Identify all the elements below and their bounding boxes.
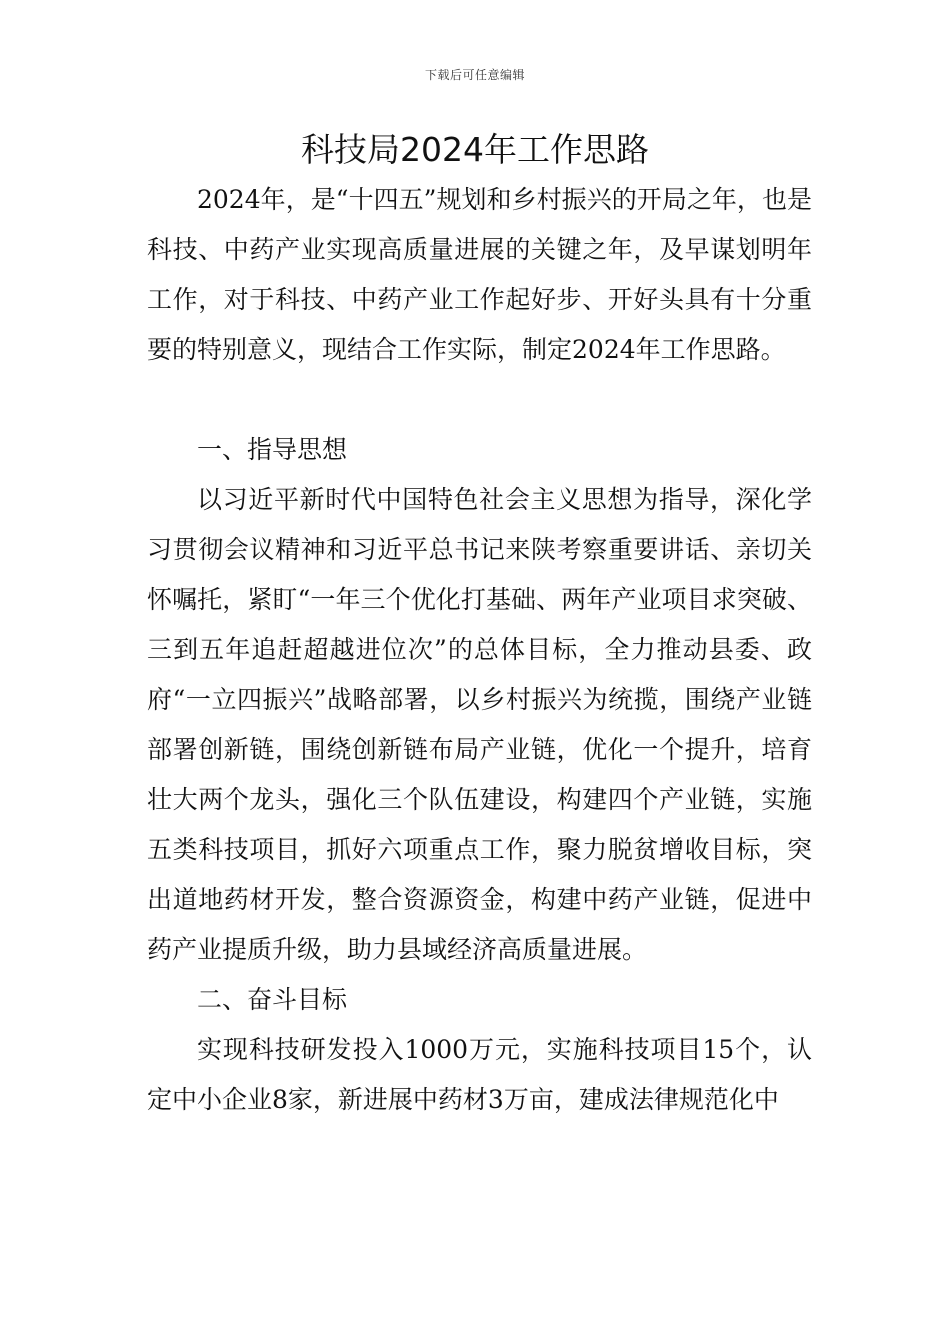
section-heading-guiding-ideology: 一、指导思想 — [197, 435, 348, 464]
intro-paragraph: 2024年，是“十四五”规划和乡村振兴的开局之年，也是科技、中药产业实现高质量进展的关键之年，及早谋划明年工作，对于科技、中药产业工作起好步、开好头具有十分重要的特别意义，现结合工作实际，制定2024年工作思路。 — [147, 185, 812, 364]
header-note: 下载后可任意编辑 — [424, 68, 525, 82]
paragraph-gap — [147, 375, 812, 425]
goals-paragraph: 实现科技研发投入1000万元，实施科技项目15个，认定中小企业8家，新进展中药材3万亩，建成法律规范化中 — [147, 1035, 812, 1114]
guiding-ideology-paragraph: 以习近平新时代中国特色社会主义思想为指导，深化学习贯彻会议精神和习近平总书记来陕考察重要讲话、亲切关怀嘱托，紧盯“一年三个优化打基础、两年产业项目求突破、三到五年追赶超越进位次”的总体目标，全力推动县委、政府“一立四振兴”战略部署，以乡村振兴为统揽，围绕产业链部署创新链，围绕创新链布局产业链，优化一个提升，培育壮大两个龙头，强化三个队伍建设，构建四个产业链，实施五类科技项目，抓好六项重点工作，聚力脱贫增收目标，突出道地药材开发，整合资源资金，构建中药产业链，促进中药产业提质升级，助力县域经济高质量进展。 — [147, 485, 812, 964]
document-body — [147, 175, 812, 1125]
section-heading-goals: 二、奋斗目标 — [197, 985, 348, 1014]
document-title: 科技局2024年工作思路 — [301, 130, 649, 169]
